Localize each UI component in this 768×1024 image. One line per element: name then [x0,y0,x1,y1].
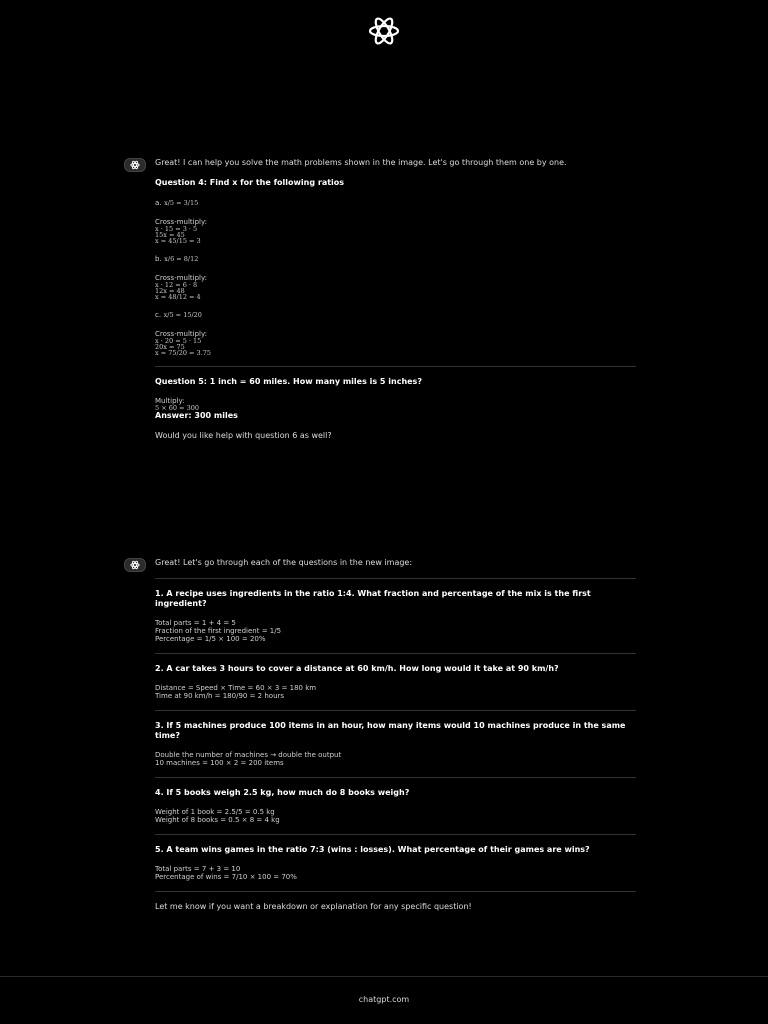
openai-logo-icon [364,16,404,46]
question-4-heading: Question 4: Find x for the following ratios [155,178,345,187]
q3-line-2: 10 machines = 100 × 2 = 200 items [155,759,284,767]
q4-heading: 4. If 5 books weigh 2.5 kg, how much do 8 books weigh? [155,788,410,797]
item-b-expression: x/6 = 8/12 [164,255,199,263]
footer-divider [0,976,768,977]
item-a-step-3: x = 45/15 = 3 [155,237,201,245]
item-b-step-3: x = 48/12 = 4 [155,293,201,301]
item-a-step-2: 15x = 45 [155,231,185,239]
q2-line-1: Distance = Speed × Time = 60 × 3 = 180 km [155,684,317,692]
q3-heading: 3. If 5 machines produce 100 items in an hour, how many items would 10 machines produce in the same time? [155,721,626,740]
openai-avatar-icon [129,160,141,170]
assistant-avatar-icon [124,158,146,172]
q5-heading: 5. A team wins games in the ratio 7:3 (wins : losses). What percentage of their games are wins? [155,845,590,854]
q2-line-2: Time at 90 km/h = 180/90 = 2 hours [155,692,285,700]
assistant-avatar-icon [124,558,146,572]
message-closing: Let me know if you want a breakdown or explanation for any specific question! [155,902,472,911]
item-a-label: a. [155,199,162,207]
divider [155,891,636,892]
question-5-calculation: 5 × 60 = 300 [155,404,199,412]
openai-avatar-icon [129,560,141,570]
q1-heading: 1. A recipe uses ingredients in the ratio 1:4. What fraction and percentage of the mix is the first ingredient? [155,589,591,608]
q4-line-1: Weight of 1 book = 2.5/5 = 0.5 kg [155,808,275,816]
q5-line-1: Total parts = 7 + 3 = 10 [155,865,241,873]
q4-line-2: Weight of 8 books = 0.5 × 8 = 4 kg [155,816,280,824]
item-c-step-3: x = 75/20 = 3.75 [155,349,212,357]
q5-line-2: Percentage of wins = 7/10 × 100 = 70% [155,873,297,881]
cross-multiply-label: Cross-multiply: [155,218,207,226]
item-a-expression: x/5 = 3/15 [164,199,199,207]
item-c-step-2: 20x = 75 [155,343,185,351]
multiply-label: Multiply: [155,397,185,405]
q2-heading: 2. A car takes 3 hours to cover a distance at 60 km/h. How long would it take at 90 km/h? [155,664,559,673]
item-c-label: c. [155,311,162,319]
item-b-label: b. [155,255,162,263]
assistant-message-2 [124,558,636,922]
item-c-step-1: x · 20 = 5 · 15 [155,337,202,345]
divider [155,834,636,835]
divider [155,710,636,711]
divider [155,366,636,367]
message-intro: Great! Let's go through each of the questions in the new image: [155,558,413,567]
footer-site-link[interactable]: chatgpt.com [358,995,410,1004]
divider [155,578,636,579]
message-closing: Would you like help with question 6 as well? [155,431,332,440]
divider [155,653,636,654]
message-intro: Great! I can help you solve the math problems shown in the image. Let's go through them one by one. [155,158,567,167]
q3-line-1: Double the number of machines → double the output [155,751,342,759]
item-c-expression: x/5 = 15/20 [163,311,202,319]
q1-line-1: Total parts = 1 + 4 = 5 [155,619,236,627]
q1-line-3: Percentage = 1/5 × 100 = 20% [155,635,266,643]
cross-multiply-label: Cross-multiply: [155,274,207,282]
cross-multiply-label: Cross-multiply: [155,330,207,338]
item-b-step-2: 12x = 48 [155,287,185,295]
item-a-step-1: x · 15 = 3 · 5 [155,225,198,233]
q1-line-2: Fraction of the first ingredient = 1/5 [155,627,282,635]
divider [155,777,636,778]
item-b-step-1: x · 12 = 6 · 8 [155,281,198,289]
question-5-answer: Answer: 300 miles [155,411,238,420]
assistant-message-1 [124,158,636,451]
question-5-heading: Question 5: 1 inch = 60 miles. How many miles is 5 inches? [155,377,422,386]
